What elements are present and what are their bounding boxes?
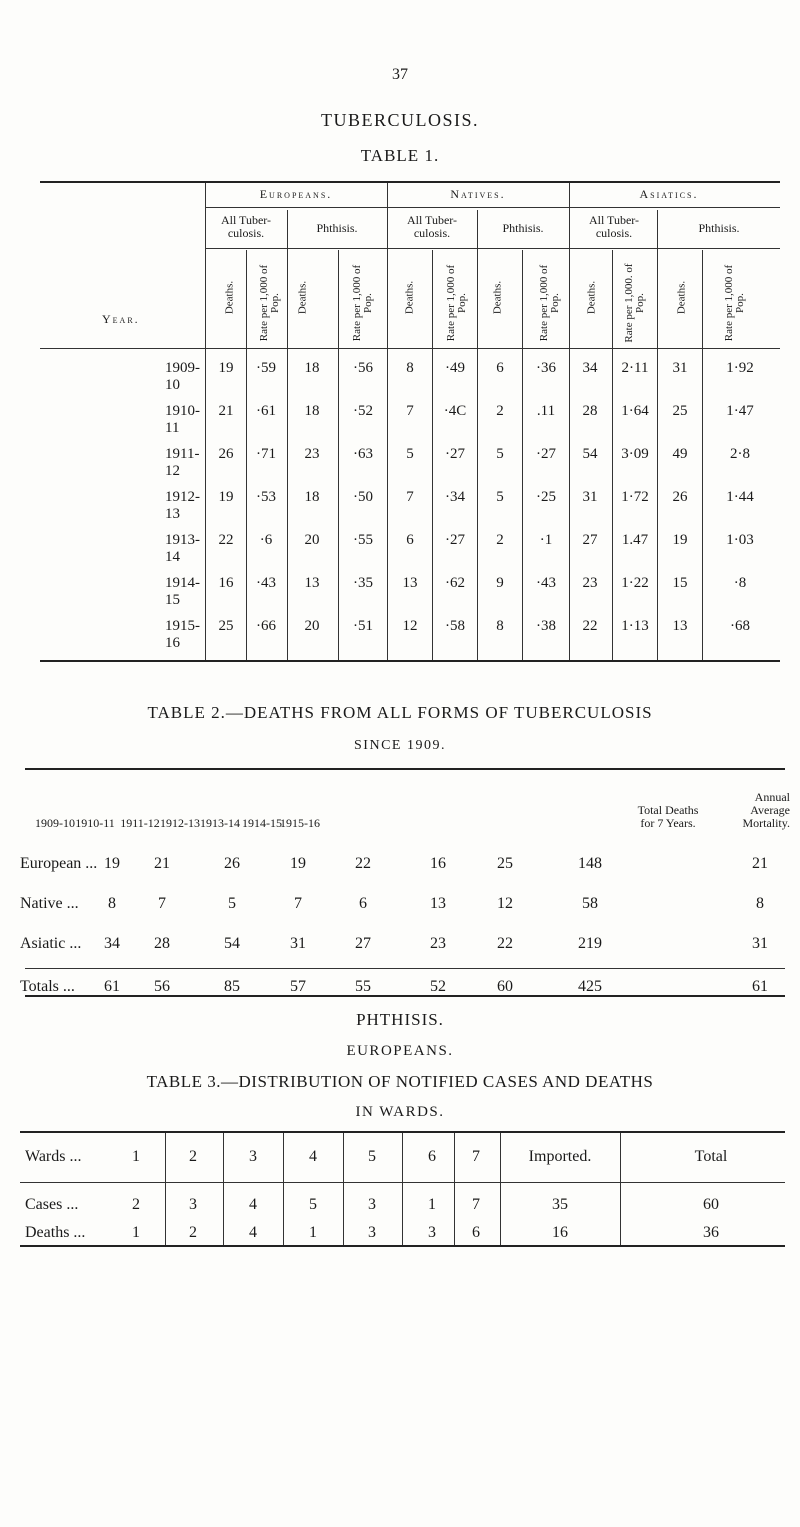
table1-cell: ·63 [353, 446, 373, 462]
t2-row-value: 13 [430, 895, 446, 912]
table1-cell: ·36 [536, 360, 556, 376]
table1-cell: 26 [218, 446, 234, 462]
table3-column-rule [223, 1133, 224, 1245]
table3-column-rule [500, 1133, 501, 1245]
table1-cell: 22 [582, 618, 598, 634]
year-header: 1909-10 [35, 816, 75, 830]
t2-row-value: 28 [154, 935, 170, 952]
t2-row-label: European ... [20, 855, 98, 872]
t3-value: 4 [249, 1224, 257, 1241]
t2-row-label: Asiatic ... [20, 935, 82, 952]
t3-row-label: Deaths ... [25, 1224, 86, 1241]
ward-header: 1 [132, 1148, 140, 1165]
t3-value: 3 [368, 1224, 376, 1241]
t3-value: 1 [132, 1224, 140, 1241]
col-eu-all-rate: Rate per 1,000 of Pop. [258, 264, 281, 342]
t2-totals-value: 57 [290, 978, 306, 995]
table1-cell: 5 [406, 446, 414, 462]
t2-row-value: 26 [224, 855, 240, 872]
table3-column-rule [454, 1133, 455, 1245]
year-header: 1910-11 [75, 816, 115, 830]
t2-totals-value: 425 [578, 978, 602, 995]
col-eu-ph-rate: Rate per 1,000 of Pop. [351, 264, 374, 342]
t3-value: 7 [472, 1196, 480, 1213]
t2-totals-value: 56 [154, 978, 170, 995]
europeans-heading: EUROPEANS. [346, 1043, 454, 1059]
t2-annual-2: Average [750, 803, 790, 817]
t3-value: 1 [428, 1196, 436, 1213]
year-header: 1915-16 [280, 816, 320, 830]
t3-value: 1 [309, 1224, 317, 1241]
t2-row-value: 54 [224, 935, 240, 952]
table1-cell: ·35 [353, 575, 373, 591]
ward-header: 7 [472, 1148, 480, 1165]
table2-subtitle: SINCE 1909. [354, 738, 446, 753]
ward-header: 2 [189, 1148, 197, 1165]
t2-row-value: 22 [497, 935, 513, 952]
table1-cell: 1·13 [621, 618, 649, 634]
t2-totals-value: 60 [497, 978, 513, 995]
t2-row-value: 5 [228, 895, 236, 912]
table1-cell: 1·92 [726, 360, 754, 376]
t2-row-value: 34 [104, 935, 120, 952]
table2-totals-rule [25, 968, 785, 969]
table1-cell: 8 [406, 360, 414, 376]
t2-row-value: 25 [497, 855, 513, 872]
t2-annual-3: Mortality. [742, 816, 790, 830]
page-number: 37 [392, 66, 408, 83]
table1-title: TABLE 1. [360, 146, 440, 165]
t2-annual-1: Annual [754, 790, 790, 804]
table1-header-rule [40, 348, 780, 349]
table1-cell: ·59 [256, 360, 276, 376]
table3-subtitle: IN WARDS. [355, 1104, 445, 1120]
t2-row-value: 23 [430, 935, 446, 952]
ward-header: 3 [249, 1148, 257, 1165]
table3-column-rule [620, 1133, 621, 1245]
table1-cell: ·27 [536, 446, 556, 462]
table1-cell: 19 [218, 360, 234, 376]
table1-cell: 23 [582, 575, 598, 591]
t2-row-value: 19 [290, 855, 306, 872]
table1-cell: ·56 [353, 360, 373, 376]
t2-row-value: 31 [290, 935, 306, 952]
col-as-ph-rate: Rate per 1,000 of Pop. [723, 264, 746, 342]
table1-cell: 9 [496, 575, 504, 591]
table1-cell: 2 [496, 532, 504, 548]
table3-column-rule [343, 1133, 344, 1245]
table1-cell: 13 [672, 618, 688, 634]
table1-cell: 13 [402, 575, 418, 591]
col-as-all-deaths: Deaths. [585, 280, 598, 315]
table1-cell: 12 [402, 618, 418, 634]
year-label: Year. [102, 312, 140, 326]
table1-cell: 1·72 [621, 489, 649, 505]
table1-cell: 7 [406, 403, 414, 419]
table1-cell: ·4C [443, 403, 467, 419]
table1-cell: ·71 [256, 446, 276, 462]
table1-cell: 1·44 [726, 489, 754, 505]
table3-column-rule [165, 1133, 166, 1245]
t2-row-value: 7 [158, 895, 166, 912]
ward-header: Imported. [528, 1148, 592, 1165]
ward-header: 5 [368, 1148, 376, 1165]
table1-cell: 34 [582, 360, 598, 376]
year-header: 1912-13 [160, 816, 200, 830]
table1-cell: 20 [304, 532, 320, 548]
table1-cell: 1·64 [621, 403, 649, 419]
table1-cell: 1·47 [726, 403, 754, 419]
table1-cell: ·8 [733, 575, 747, 591]
table1-cell: 5 [496, 489, 504, 505]
table1-cell: ·52 [353, 403, 373, 419]
sub-eu-phthisis: Phthisis. [316, 221, 358, 235]
table1-cell: 25 [672, 403, 688, 419]
col-na-ph-deaths: Deaths. [491, 280, 504, 315]
table1-cell: 31 [582, 489, 598, 505]
col-eu-ph-deaths: Deaths. [296, 280, 309, 315]
table1-cell: 7 [406, 489, 414, 505]
t2-row-value: 8 [108, 895, 116, 912]
table2-title: TABLE 2.—DEATHS FROM ALL FORMS OF TUBERCULOSIS [147, 703, 653, 722]
group-europeans: Europeans. [259, 187, 333, 201]
t2-totals-value: 52 [430, 978, 446, 995]
t2-total-1: Total Deaths [637, 803, 699, 817]
sub-eu-all: All Tuber-culosis. [220, 213, 272, 240]
t3-value: 3 [428, 1224, 436, 1241]
t2-row-value: 6 [359, 895, 367, 912]
page-heading: TUBERCULOSIS. [320, 110, 479, 130]
table1-cell: 5 [496, 446, 504, 462]
year-header: 1911-12 [120, 816, 160, 830]
table1-cell: 20 [304, 618, 320, 634]
t3-value: 16 [552, 1224, 568, 1241]
year-header: 1913-14 [200, 816, 240, 830]
table1-cell: ·34 [445, 489, 465, 505]
t3-value: 5 [309, 1196, 317, 1213]
table1-cell: ·43 [536, 575, 556, 591]
t2-row-value: 21 [752, 855, 768, 872]
t3-value: 36 [703, 1224, 719, 1241]
t3-value: 6 [472, 1224, 480, 1241]
t2-row-value: 58 [582, 895, 598, 912]
table1-cell: 54 [582, 446, 598, 462]
t2-row-value: 27 [355, 935, 371, 952]
t2-row-value: 21 [154, 855, 170, 872]
table1-cell: ·27 [445, 446, 465, 462]
t3-row-label: Cases ... [25, 1196, 79, 1213]
t2-total-2: for 7 Years. [640, 816, 696, 830]
t2-row-label: Native ... [20, 895, 79, 912]
table1-cell: ·50 [353, 489, 373, 505]
table1-cell: 28 [582, 403, 598, 419]
t2-row-value: 7 [294, 895, 302, 912]
table1-cell: 31 [672, 360, 688, 376]
table3-column-rule [402, 1133, 403, 1245]
col-as-ph-deaths: Deaths. [675, 280, 688, 315]
table1-cell: 18 [304, 360, 320, 376]
t2-row-value: 12 [497, 895, 513, 912]
table1-cell: 19 [218, 489, 234, 505]
col-na-all-deaths: Deaths. [403, 280, 416, 315]
group-natives: Natives. [450, 187, 506, 201]
sub-na-all: All Tuber-culosis. [406, 213, 458, 240]
table1-cell: 49 [672, 446, 688, 462]
t3-value: 2 [132, 1196, 140, 1213]
table1-cell: ·38 [536, 618, 556, 634]
table1-cell: 6 [496, 360, 504, 376]
t2-totals-value: 55 [355, 978, 371, 995]
table1-cell: 18 [304, 489, 320, 505]
table1-cell: ·62 [445, 575, 465, 591]
table1-cell: 18 [304, 403, 320, 419]
ward-header: 6 [428, 1148, 436, 1165]
col-na-all-rate: Rate per 1,000 of Pop. [445, 264, 468, 342]
t2-totals-value: 61 [104, 978, 120, 995]
table1-cell: ·55 [353, 532, 373, 548]
table1-bottom-rule [40, 660, 780, 662]
group-asiatics: Asiatics. [639, 187, 699, 201]
table1-cell: ·51 [353, 618, 373, 634]
col-eu-all-deaths: Deaths. [223, 280, 236, 315]
ward-header: 4 [309, 1148, 317, 1165]
col-as-all-rate: Rate per 1,000. of Pop. [623, 263, 646, 343]
table2-top-rule [25, 768, 785, 770]
table1-cell: ·68 [730, 618, 750, 634]
table1-cell: 16 [218, 575, 234, 591]
table1-cell: 13 [304, 575, 320, 591]
table1-cell: ·53 [256, 489, 276, 505]
table1-cell: ·66 [256, 618, 276, 634]
ward-header: Total [694, 1148, 728, 1165]
table1-cell: ·49 [445, 360, 465, 376]
table1-cell: ·61 [256, 403, 276, 419]
table1-cell: 27 [582, 532, 598, 548]
table3-bottom-rule [20, 1245, 785, 1247]
table1-cell: 25 [218, 618, 234, 634]
t2-totals-value: 85 [224, 978, 240, 995]
t3-value: 4 [249, 1196, 257, 1213]
table1-cell: 2·11 [621, 360, 649, 376]
t2-totals-value: 61 [752, 978, 768, 995]
col-na-ph-rate: Rate per 1,000 of Pop. [538, 264, 561, 342]
table1-cell: 8 [496, 618, 504, 634]
table1-cell: 1·03 [726, 532, 754, 548]
t3-value: 2 [189, 1224, 197, 1241]
sub-as-all: All Tuber-culosis. [588, 213, 640, 240]
table1-top-rule [40, 181, 780, 183]
subgroup-rule [205, 248, 780, 249]
table1-cell: 1·22 [621, 575, 649, 591]
t2-row-value: 22 [355, 855, 371, 872]
t3-value: 3 [368, 1196, 376, 1213]
table1-cell: .11 [536, 403, 556, 419]
table1-cell: ·1 [539, 532, 553, 548]
sub-na-phthisis: Phthisis. [502, 221, 544, 235]
table3-title: TABLE 3.—DISTRIBUTION OF NOTIFIED CASES AND DEATHS [146, 1072, 654, 1091]
t2-row-value: 16 [430, 855, 446, 872]
t2-row-value: 31 [752, 935, 768, 952]
wards-label: Wards ... [25, 1148, 82, 1165]
sub-as-phthisis: Phthisis. [698, 221, 740, 235]
t2-totals-label: Totals ... [20, 978, 75, 995]
t3-value: 60 [703, 1196, 719, 1213]
table1-cell: 22 [218, 532, 234, 548]
phthisis-heading: PHTHISIS. [356, 1010, 444, 1029]
table1-cell: 6 [406, 532, 414, 548]
table1-cell: 19 [672, 532, 688, 548]
table1-cell: ·43 [256, 575, 276, 591]
table1-cell: ·58 [445, 618, 465, 634]
group-rule [205, 207, 780, 208]
t3-value: 3 [189, 1196, 197, 1213]
table1-cell: 15 [672, 575, 688, 591]
table1-cell: 21 [218, 403, 234, 419]
table1-cell: 1.47 [621, 532, 649, 548]
table1-cell: 2·8 [730, 446, 750, 462]
table3-column-rule [283, 1133, 284, 1245]
t2-row-value: 8 [756, 895, 764, 912]
t2-row-value: 219 [578, 935, 602, 952]
t2-row-value: 19 [104, 855, 120, 872]
table1-cell: ·25 [536, 489, 556, 505]
table1-cell: ·6 [259, 532, 273, 548]
year-header: 1914-15 [242, 816, 282, 830]
t3-value: 35 [552, 1196, 568, 1213]
table1-cell: 26 [672, 489, 688, 505]
table1-cell: 23 [304, 446, 320, 462]
t2-row-value: 148 [578, 855, 602, 872]
table1-cell: ·27 [445, 532, 465, 548]
table1-cell: 2 [496, 403, 504, 419]
table1-cell: 3·09 [621, 446, 649, 462]
